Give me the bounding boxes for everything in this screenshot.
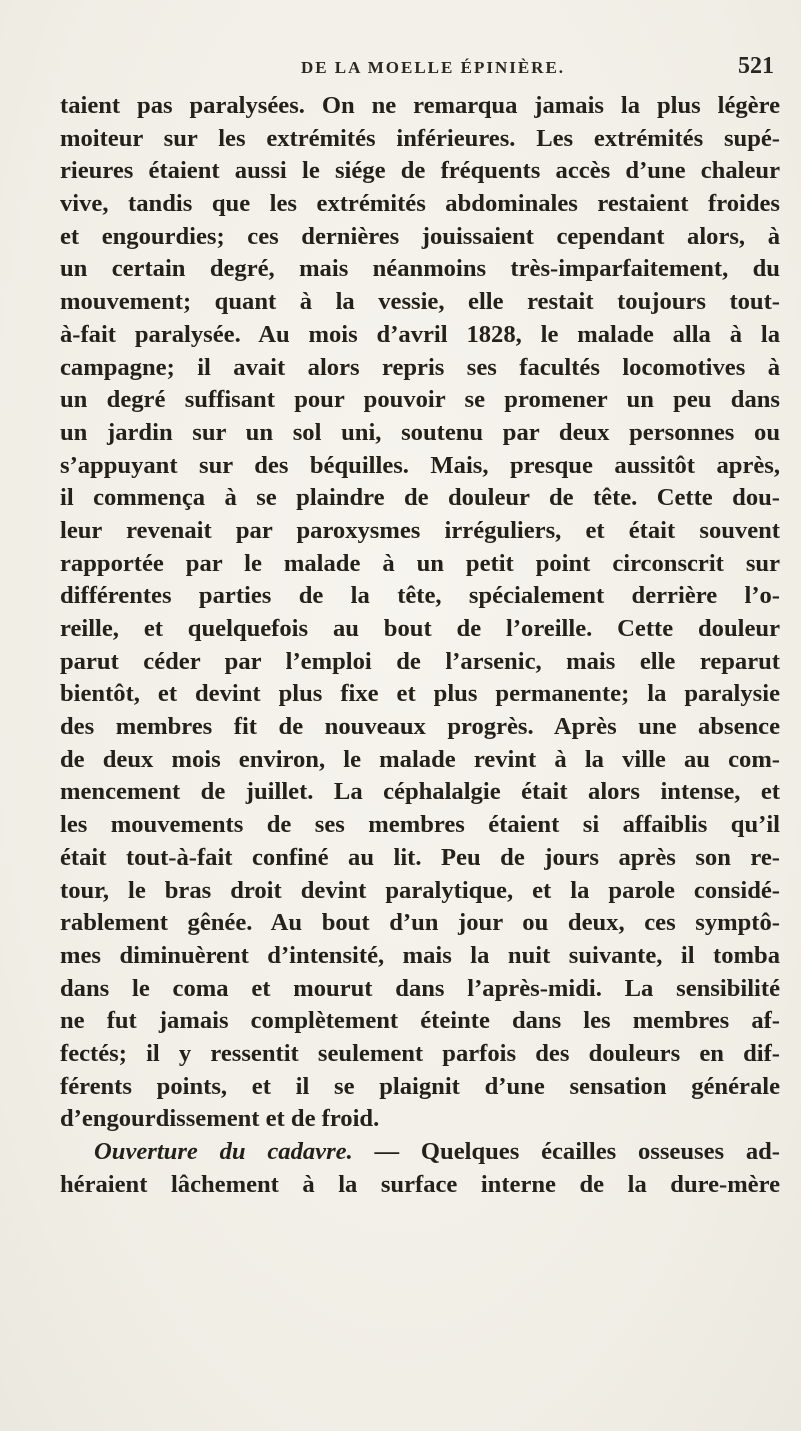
text-line: fectés; il y ressentit seulement parfois des douleurs en dif-: [60, 1039, 780, 1067]
text-line: il commença à se plaindre de douleur de tête. Cette dou-: [60, 484, 780, 512]
text-line: un certain degré, mais néanmoins très-imparfaitement, du: [60, 255, 780, 283]
running-head: [92, 53, 774, 88]
text-line: et engourdies; ces dernières jouissaient cependant alors, à: [60, 222, 780, 250]
text-line: à-fait paralysée. Au mois d’avril 1828, le malade alla à la: [60, 320, 780, 348]
text-line: rieures étaient aussi le siége de fréquents accès d’une chaleur: [60, 157, 780, 185]
page-number: 521: [738, 53, 774, 79]
text-line: de deux mois environ, le malade revint à la ville au com-: [60, 745, 780, 773]
text-line: un jardin sur un sol uni, soutenu par deux personnes ou: [60, 418, 780, 446]
body-text: [60, 90, 780, 1201]
text-line: campagne; il avait alors repris ses facultés locomotives à: [60, 353, 780, 381]
text-line: moiteur sur les extrémités inférieures. Les extrémités supé-: [60, 124, 780, 152]
text-line: un degré suffisant pour pouvoir se promener un peu dans: [60, 386, 780, 414]
text-line: mouvement; quant à la vessie, elle restait toujours tout-: [60, 288, 780, 316]
text-line: dans le coma et mourut dans l’après-midi. La sensibilité: [60, 974, 780, 1002]
text-line: s’appuyant sur des béquilles. Mais, presque aussitôt après,: [60, 451, 780, 479]
section-text: — Quelques écailles osseuses ad-: [352, 1138, 780, 1165]
text-line: différentes parties de la tête, spécialement derrière l’o-: [60, 582, 780, 610]
text-line: tour, le bras droit devint paralytique, et la parole considé-: [60, 876, 780, 904]
text-line: ne fut jamais complètement éteinte dans les membres af-: [60, 1007, 780, 1035]
text-line: reille, et quelquefois au bout de l’oreille. Cette douleur: [60, 615, 780, 642]
text-line: héraient lâchement à la surface interne de la dure-mère: [60, 1170, 780, 1198]
text-line: des membres fit de nouveaux progrès. Après une absence: [60, 713, 780, 741]
text-line: était tout-à-fait confiné au lit. Peu de jours après son re-: [60, 843, 780, 871]
text-line: les mouvements de ses membres étaient si affaiblis qu’il: [60, 811, 780, 839]
text-line: férents points, et il se plaignit d’une sensation générale: [60, 1072, 780, 1100]
text-line: taient pas paralysées. On ne remarqua jamais la plus légère: [60, 92, 780, 119]
section-heading: Ouverture du cadavre.: [94, 1138, 353, 1165]
section-line: [60, 1136, 780, 1169]
text-line: vive, tandis que les extrémités abdominales restaient froides: [60, 190, 780, 218]
text-line: rablement gênée. Au bout d’un jour ou deux, ces symptô-: [60, 909, 780, 937]
text-line: mes diminuèrent d’intensité, mais la nuit suivante, il tomba: [60, 941, 780, 969]
text-line: rapportée par le malade à un petit point circonscrit sur: [60, 549, 780, 577]
running-title: DE LA MOELLE ÉPINIÈRE.: [300, 58, 566, 77]
text-line: parut céder par l’emploi de l’arsenic, mais elle reparut: [60, 647, 780, 675]
text-line: mencement de juillet. La céphalalgie était alors intense, et: [60, 778, 780, 806]
text-line: bientôt, et devint plus fixe et plus permanente; la paralysie: [60, 680, 780, 708]
text-line: leur revenait par paroxysmes irréguliers, et était souvent: [60, 516, 780, 544]
text-line: d’engourdissement et de froid.: [60, 1105, 380, 1133]
